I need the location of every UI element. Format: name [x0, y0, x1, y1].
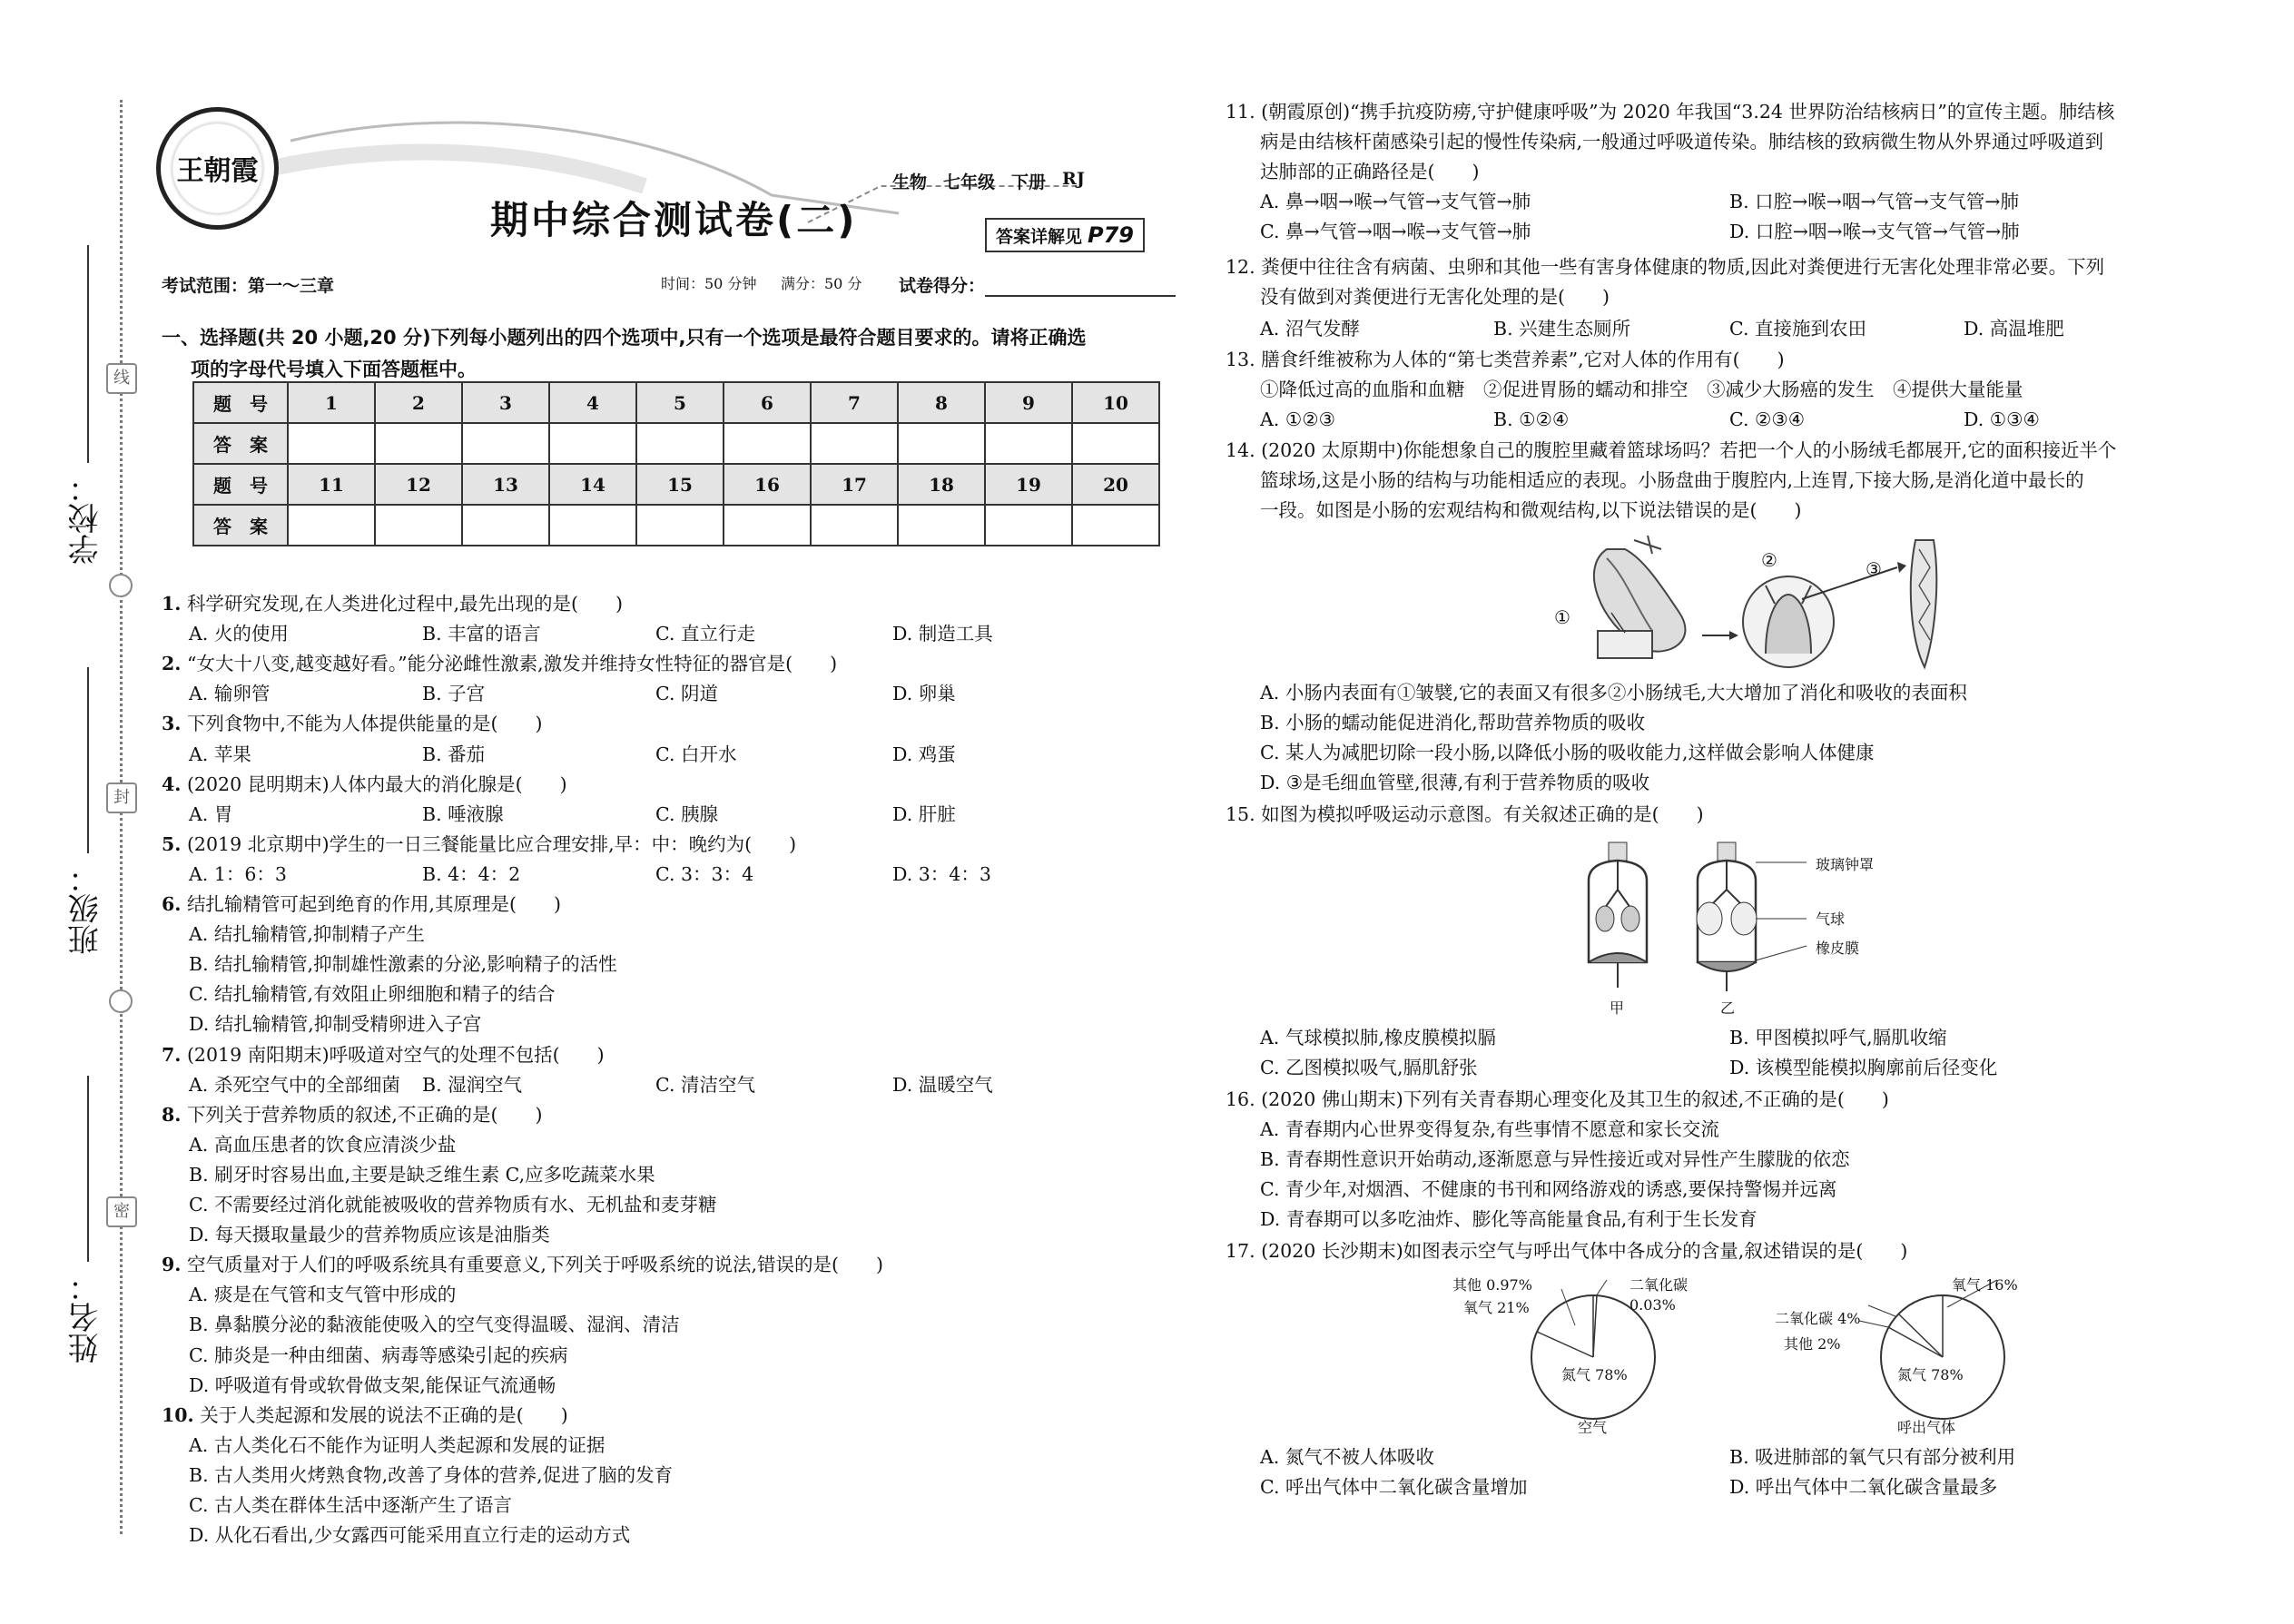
option-a[interactable]: A. 1：6：3	[189, 863, 287, 885]
answer-cell[interactable]	[1072, 423, 1159, 464]
option-c[interactable]: C. 直立行走	[655, 623, 755, 645]
option-d[interactable]: D. 温暖空气	[892, 1074, 993, 1096]
name-label: 姓名：	[68, 1271, 104, 1363]
label-b: 乙	[1720, 999, 1736, 1017]
question-stem: 4. (2020 昆明期末)人体内最大的消化腺是( )	[162, 773, 567, 795]
exam-scope: 考试范围：第一～三章	[162, 276, 335, 296]
exam-full-score: 满分：50 分	[781, 275, 862, 292]
option-a[interactable]: A. ①②③	[1260, 408, 1335, 430]
binding-line	[120, 100, 123, 1534]
option-c[interactable]: C. 青少年,对烟酒、不健康的书刊和网络游戏的诱惑,要保持警惕并远离	[1260, 1178, 1837, 1200]
school-label: 学校：	[68, 472, 104, 565]
option-line[interactable]: D. 结扎输精管,抑制受精卵进入子宫	[189, 1013, 482, 1035]
option-a[interactable]: A. 氮气不被人体吸收	[1260, 1446, 1434, 1468]
option-line[interactable]: C. 古人类在群体生活中逐渐产生了语言	[189, 1494, 512, 1516]
answer-cell[interactable]	[636, 505, 724, 546]
option-b[interactable]: B. ①②④	[1493, 408, 1570, 430]
figure-label-1: ①	[1554, 606, 1570, 628]
answer-cell[interactable]	[288, 505, 375, 546]
pie2-label: 呼出气体	[1897, 1419, 1956, 1436]
option-c[interactable]: C. 清洁空气	[655, 1074, 755, 1096]
option-d[interactable]: D. ③是毛细血管壁,很薄,有利于营养物质的吸收	[1260, 772, 1650, 793]
option-d[interactable]: D. 肝脏	[892, 803, 956, 825]
answer-page: P79	[1088, 222, 1135, 248]
pie2-o2: 氧气 16%	[1952, 1276, 2018, 1294]
answer-cell[interactable]	[462, 423, 549, 464]
answer-cell[interactable]	[898, 423, 985, 464]
answer-cell[interactable]	[811, 423, 898, 464]
question-stem: 3. 下列食物中,不能为人体提供能量的是( )	[162, 713, 543, 734]
answer-cell[interactable]	[811, 505, 898, 546]
option-line[interactable]: D. 呼吸道有骨或软骨做支架,能保证气流通畅	[189, 1374, 556, 1396]
answer-cell[interactable]	[288, 423, 375, 464]
pie1-o2: 氧气 21%	[1463, 1299, 1530, 1316]
answer-cell[interactable]	[724, 505, 811, 546]
subject: 生物	[892, 172, 928, 192]
score-field[interactable]: 试卷得分：	[899, 272, 1176, 297]
answer-cell[interactable]	[985, 423, 1072, 464]
option-c[interactable]: C. 鼻→气管→咽→喉→支气管→肺	[1260, 221, 1531, 242]
grade: 七年级	[943, 172, 996, 192]
option-a[interactable]: A. 苹果	[189, 743, 251, 765]
option-d[interactable]: D. 鸡蛋	[892, 743, 956, 765]
option-c[interactable]: C. 白开水	[655, 743, 737, 765]
answer-cell[interactable]	[549, 423, 636, 464]
pie1-co2: 二氧化碳	[1629, 1276, 1689, 1294]
subject-tag	[892, 169, 1085, 193]
exam-time: 时间：50 分钟	[661, 275, 757, 292]
answer-cell[interactable]	[375, 505, 462, 546]
answer-cell[interactable]	[724, 423, 811, 464]
option-a[interactable]: A. 杀死空气中的全部细菌	[189, 1074, 400, 1096]
option-b[interactable]: B. 吸进肺部的氧气只有部分被利用	[1729, 1446, 2016, 1468]
answer-reference: 答案详解见 P79	[985, 218, 1145, 252]
option-d[interactable]: D. ①③④	[1964, 408, 2040, 430]
question-stem: 1. 科学研究发现,在人类进化过程中,最先出现的是( )	[162, 593, 623, 615]
answer-cell[interactable]	[985, 505, 1072, 546]
option-d[interactable]: D. 卵巢	[892, 683, 956, 704]
option-c[interactable]: C. 3：3：4	[655, 863, 754, 885]
option-d[interactable]: D. 呼出气体中二氧化碳含量最多	[1729, 1476, 1998, 1498]
pie1-co2-value: 0.03%	[1629, 1296, 1676, 1314]
option-line[interactable]: B. 鼻黏膜分泌的黏液能使吸入的空气变得温暖、湿润、清洁	[189, 1314, 680, 1335]
question-stem: 9. 空气质量对于人们的呼吸系统具有重要意义,下列关于呼吸系统的说法,错误的是( )	[162, 1254, 883, 1275]
label-glass-bell: 玻璃钟罩	[1816, 856, 1875, 873]
answer-cell[interactable]	[549, 505, 636, 546]
pie1-n2: 氮气 78%	[1561, 1366, 1628, 1383]
question-stem: 8. 下列关于营养物质的叙述,不正确的是( )	[162, 1104, 543, 1126]
binding-hole	[109, 574, 133, 597]
option-a[interactable]: A. 小肠内表面有①皱襞,它的表面又有很多②小肠绒毛,大大增加了消化和吸收的表面积	[1260, 682, 1967, 704]
option-line[interactable]: C. 结扎输精管,有效阻止卵细胞和精子的结合	[189, 983, 556, 1005]
option-b[interactable]: B. 兴建生态厕所	[1493, 318, 1631, 340]
option-c[interactable]: C. 胰腺	[655, 803, 718, 825]
pie2-n2: 氮气 78%	[1897, 1366, 1964, 1383]
option-c[interactable]: C. ②③④	[1729, 408, 1806, 430]
question-stem: 6. 结扎输精管可起到绝育的作用,其原理是( )	[162, 893, 561, 915]
edition: RJ	[1062, 169, 1085, 189]
answer-cell[interactable]	[636, 423, 724, 464]
answer-cell[interactable]	[1072, 505, 1159, 546]
option-line[interactable]: B. 结扎输精管,抑制雄性激素的分泌,影响精子的活性	[189, 953, 617, 975]
option-d[interactable]: D. 3：4：3	[892, 863, 991, 885]
option-b[interactable]: B. 番茄	[422, 743, 486, 765]
answer-table: 题 号 1 2 3 4 5 6 7 8 9 10 答 案 题 号 11 12 13 14 15 16 17 18 19 20 答 案	[192, 381, 1160, 546]
class-label: 班级：	[68, 862, 104, 955]
question-stem: 2. “女大十八变,越变越好看。”能分泌雌性激素,激发并维持女性特征的器官是( )	[162, 653, 838, 674]
name-blank[interactable]	[87, 1076, 89, 1262]
option-b[interactable]: B. 甲图模拟呼气,膈肌收缩	[1729, 1027, 1947, 1048]
option-d[interactable]: D. 制造工具	[892, 623, 993, 645]
option-d[interactable]: D. 口腔→咽→喉→支气管→气管→肺	[1729, 221, 2020, 242]
pie2-other: 其他 2%	[1784, 1335, 1841, 1353]
figure-label-2: ②	[1761, 549, 1777, 571]
pie1-label: 空气	[1578, 1419, 1608, 1436]
question-stem: 7. (2019 南阳期末)呼吸道对空气的处理不包括( )	[162, 1044, 605, 1066]
option-a[interactable]: A. 青春期内心世界变得复杂,有些事情不愿意和家长交流	[1260, 1118, 1719, 1140]
binding-hole	[109, 989, 133, 1013]
answer-cell[interactable]	[462, 505, 549, 546]
option-b[interactable]: B. 口腔→喉→咽→气管→支气管→肺	[1729, 191, 2019, 212]
option-line[interactable]: D. 每天摄取量最少的营养物质应该是油脂类	[189, 1224, 550, 1245]
option-b[interactable]: B. 青春期性意识开始萌动,逐渐愿意与异性接近或对异性产生朦胧的依恋	[1260, 1148, 1850, 1170]
option-line[interactable]: B. 刷牙时容易出血,主要是缺乏维生素 C,应多吃蔬菜水果	[189, 1164, 655, 1186]
option-line[interactable]: D. 从化石看出,少女露西可能采用直立行走的运动方式	[189, 1524, 631, 1546]
page-title: 期中综合测试卷(二)	[490, 198, 858, 242]
option-d[interactable]: D. 青春期可以多吃油炸、膨化等高能量食品,有利于生长发育	[1260, 1208, 1757, 1230]
option-c[interactable]: C. 直接施到农田	[1729, 318, 1866, 340]
option-a[interactable]: A. 气球模拟肺,橡皮膜模拟膈	[1260, 1027, 1496, 1048]
option-c[interactable]: C. 乙图模拟吸气,膈肌舒张	[1260, 1057, 1478, 1078]
option-b[interactable]: B. 子宫	[422, 683, 486, 704]
option-line[interactable]: A. 高血压患者的饮食应清淡少盐	[189, 1134, 457, 1156]
option-a[interactable]: A. 鼻→咽→喉→气管→支气管→肺	[1260, 191, 1531, 212]
seal-mark-seal: 封	[106, 782, 137, 813]
option-d[interactable]: D. 高温堆肥	[1964, 318, 2064, 340]
figure-label-3: ③	[1866, 558, 1882, 580]
breathing-model-figure	[1570, 835, 1825, 999]
section-instructions: 一、选择题(共 20 小题,20 分)下列每小题列出的四个选项中,只有一个选项是最符合题目要求的。请将正确选 项的字母代号填入下面答题框中。	[162, 327, 1087, 380]
question-stem: 5. (2019 北京期中)学生的一日三餐能量比应合理安排,早：中：晚约为( )	[162, 833, 797, 855]
option-b[interactable]: B. 唾液腺	[422, 803, 504, 825]
option-c[interactable]: C. 呼出气体中二氧化碳含量增加	[1260, 1476, 1528, 1498]
option-a[interactable]: A. 沼气发酵	[1260, 318, 1360, 340]
pie1-other: 其他 0.97%	[1452, 1276, 1532, 1294]
option-a[interactable]: A. 火的使用	[189, 623, 289, 645]
option-line[interactable]: A. 结扎输精管,抑制精子产生	[189, 923, 425, 945]
option-a[interactable]: A. 输卵管	[189, 683, 271, 704]
option-line[interactable]: B. 古人类用火烤熟食物,改善了身体的营养,促进了脑的发育	[189, 1464, 674, 1486]
seal-mark-line: 线	[106, 363, 137, 394]
answer-cell[interactable]	[375, 423, 462, 464]
seal-mark-secret: 密	[106, 1196, 137, 1227]
label-balloon: 气球	[1816, 910, 1846, 928]
option-b[interactable]: B. 4：4：2	[422, 863, 521, 885]
option-line[interactable]: C. 不需要经过消化就能被吸收的营养物质有水、无机盐和麦芽糖	[189, 1194, 717, 1216]
option-line[interactable]: A. 痰是在气管和支气管中形成的	[189, 1284, 457, 1305]
option-line[interactable]: C. 肺炎是一种由细菌、病毒等感染引起的疾病	[189, 1344, 568, 1366]
pie2-co2: 二氧化碳 4%	[1775, 1310, 1861, 1327]
term: 下册	[1011, 172, 1047, 192]
option-c[interactable]: C. 某人为减肥切除一段小肠,以降低小肠的吸收能力,这样做会影响人体健康	[1260, 742, 1875, 763]
answer-cell[interactable]	[898, 505, 985, 546]
label-a: 甲	[1610, 999, 1625, 1017]
question-stem: 10. 关于人类起源和发展的说法不正确的是( )	[162, 1404, 568, 1426]
label-rubber: 橡皮膜	[1816, 940, 1860, 957]
option-b[interactable]: B. 湿润空气	[422, 1074, 523, 1096]
publisher-logo: 王朝霞	[156, 107, 279, 230]
option-a[interactable]: A. 胃	[189, 803, 233, 825]
option-c[interactable]: C. 阴道	[655, 683, 718, 704]
option-b[interactable]: B. 小肠的蠕动能促进消化,帮助营养物质的吸收	[1260, 712, 1646, 733]
option-b[interactable]: B. 丰富的语言	[422, 623, 541, 645]
class-blank[interactable]	[87, 667, 89, 853]
gas-pie-charts	[1525, 1271, 2015, 1425]
school-blank[interactable]	[87, 245, 89, 463]
option-d[interactable]: D. 该模型能模拟胸廓前后径变化	[1729, 1057, 1998, 1078]
option-line[interactable]: A. 古人类化石不能作为证明人类起源和发展的证据	[189, 1434, 605, 1456]
